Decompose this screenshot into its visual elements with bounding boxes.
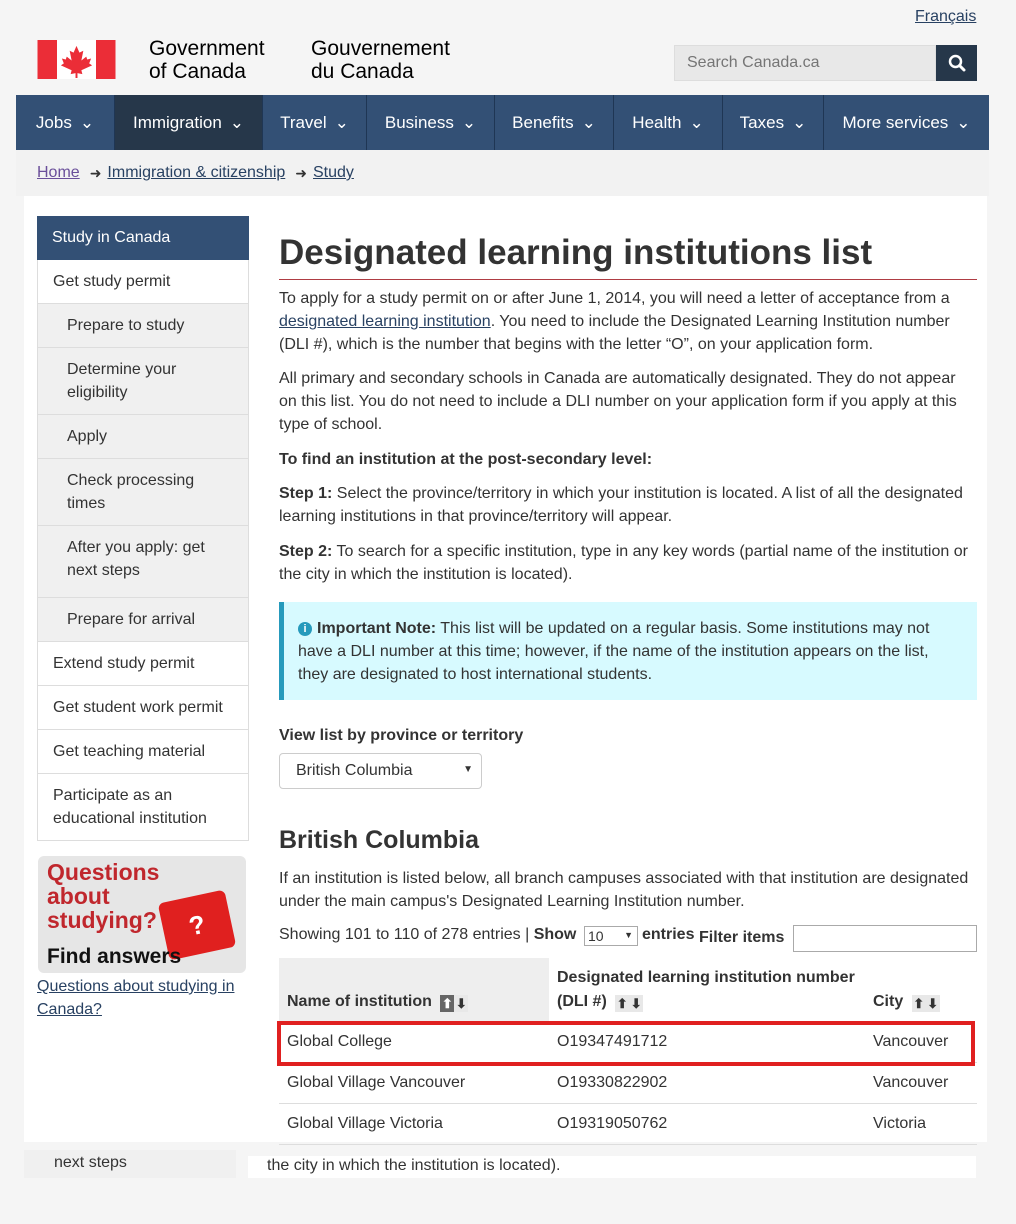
page-title: Designated learning institutions list	[279, 233, 977, 280]
sort-control[interactable]	[615, 995, 643, 1012]
menu-label: Immigration	[132, 112, 222, 132]
province-select-value: British Columbia	[296, 762, 413, 779]
breadcrumb-immigration[interactable]: Immigration & citizenship	[107, 164, 286, 181]
institution-name: Global College	[279, 1022, 549, 1063]
dli-number: O19330822902	[549, 1063, 865, 1104]
section-menu-subitem[interactable]: Determine your eligibility	[37, 348, 249, 415]
section-menu-item[interactable]: Get study permit	[37, 260, 249, 304]
signature-line: Gouvernement	[311, 37, 450, 60]
table-row	[279, 1104, 977, 1145]
menu-travel[interactable]	[263, 95, 367, 150]
chevron-down-icon: ⌄	[334, 112, 349, 132]
section-menu-item[interactable]: Get teaching material	[37, 730, 249, 774]
table-info: Showing 101 to 110 of 278 entries | Show	[279, 926, 577, 943]
menu-taxes[interactable]	[723, 95, 824, 150]
arrow-right-icon: ➜	[295, 164, 307, 181]
search-field-wrapper	[674, 45, 936, 81]
menu-label: Health	[632, 112, 682, 132]
sort-up-icon: ⬆	[913, 996, 925, 1011]
menu-label: Travel	[280, 112, 327, 132]
column-header-label: City	[873, 993, 904, 1010]
column-header-name[interactable]	[279, 958, 549, 1022]
banner-line: studying?	[47, 907, 157, 933]
column-header-label: Designated learning institution number (DLI #)	[557, 969, 855, 1010]
step-label: Step 1:	[279, 485, 333, 502]
section-menu-subitem[interactable]: Prepare for arrival	[37, 598, 249, 642]
language-toggle-link[interactable]: Français	[915, 8, 977, 25]
schools-paragraph: All primary and secondary schools in Canada are automatically designated. They do not appear on this list. You do not need to include a DLI number on your application form if you apply at this type of school.	[279, 370, 957, 433]
breadcrumb	[16, 150, 989, 196]
questions-link[interactable]: Questions about studying in Canada?	[37, 978, 235, 1018]
breadcrumb-home[interactable]: Home	[37, 164, 80, 181]
sort-up-icon: ⬆	[441, 996, 453, 1011]
chevron-down-icon: ⌄	[461, 112, 477, 132]
sort-down-icon: ⬇	[630, 996, 642, 1011]
entries-label: entries	[642, 926, 695, 943]
signature-line: Government	[149, 37, 265, 60]
institution-city: Vancouver	[865, 1063, 977, 1104]
section-paragraph: If an institution is listed below, all branch campuses associated with that institution are designated under the main campus's Designated Learning Institution number.	[279, 870, 969, 910]
menu-business[interactable]	[367, 95, 495, 150]
banner-line: about	[47, 883, 110, 909]
step-text: To search for a specific institution, type in any key words (partial name of the institution or the city in which the institution is located).	[279, 543, 968, 583]
filter-input[interactable]	[793, 925, 977, 952]
section-menu-item[interactable]: Get student work permit	[37, 686, 249, 730]
important-note	[279, 602, 977, 700]
step1-paragraph	[279, 482, 977, 528]
banner-line: Questions	[47, 859, 160, 885]
table-header-row	[279, 958, 977, 1022]
section-menu-subitem[interactable]: Apply	[37, 415, 249, 459]
table-row	[279, 1063, 977, 1104]
entries-select[interactable]	[584, 926, 638, 946]
institution-city: Victoria	[865, 1104, 977, 1145]
institution-name: Global Village Victoria	[279, 1104, 549, 1145]
step-label: Step 2:	[279, 543, 333, 560]
step2-paragraph	[279, 540, 977, 586]
section-title: British Columbia	[279, 826, 480, 854]
step-text: Select the province/territory in which your institution is located. A list of all the designated learning institutions in that province/territory will appear.	[279, 485, 963, 525]
institution-city: Vancouver	[865, 1022, 977, 1063]
dli-link[interactable]: designated learning institution	[279, 313, 491, 330]
menu-benefits[interactable]	[495, 95, 614, 150]
dropdown-arrow-icon: ▼	[624, 930, 633, 940]
menu-health[interactable]	[614, 95, 723, 150]
canada-flag-icon	[37, 40, 116, 79]
section-menu-item[interactable]: Participate as an educational institution	[37, 774, 249, 841]
chevron-down-icon: ⌄	[79, 112, 95, 132]
show-label: Show	[533, 926, 577, 943]
dli-number: O19319050762	[549, 1104, 865, 1145]
sort-down-icon: ⬇	[455, 996, 467, 1011]
chevron-down-icon: ⌄	[689, 112, 704, 132]
institution-name: Global Village Vancouver	[279, 1063, 549, 1104]
banner-cta: Find answers	[47, 945, 182, 968]
breadcrumb-study[interactable]: Study	[313, 164, 354, 181]
section-menu-subitem[interactable]: Prepare to study	[37, 304, 249, 348]
search-icon	[948, 54, 966, 72]
menu-immigration[interactable]	[115, 95, 263, 150]
menu-label: Taxes	[739, 112, 785, 132]
main-menu	[16, 95, 989, 150]
signature-line: of Canada	[149, 60, 246, 83]
banner-headline	[47, 860, 159, 932]
info-icon: i	[298, 622, 312, 636]
menu-label: Benefits	[512, 112, 574, 132]
section-menu-subitem[interactable]: Check processing times	[37, 459, 249, 526]
column-header-label: Name of institution	[287, 993, 432, 1010]
signature-line: du Canada	[311, 60, 414, 83]
menu-label: Business	[384, 112, 454, 132]
showing-entries: Showing 101 to 110 of 278 entries	[279, 926, 521, 943]
chevron-down-icon: ⌄	[581, 112, 596, 132]
chevron-down-icon: ⌄	[956, 112, 971, 132]
section-menu	[37, 216, 249, 841]
intro-paragraph	[279, 287, 977, 356]
chevron-down-icon: ⌄	[229, 112, 245, 132]
signature-french	[311, 37, 450, 83]
section-menu-subitem[interactable]: After you apply: get next steps	[37, 526, 249, 598]
search-button[interactable]	[936, 45, 977, 81]
intro-text: To apply for a study permit on or after June 1, 2014, you will need a letter of acceptance from a	[279, 290, 950, 307]
menu-jobs[interactable]	[16, 95, 115, 150]
dropdown-arrow-icon: ▼	[463, 764, 473, 775]
province-select-label: View list by province or territory	[279, 727, 524, 744]
dli-number: O19347491712	[549, 1022, 865, 1063]
find-heading: To find an institution at the post-secondary level:	[279, 451, 653, 468]
sort-control[interactable]	[440, 995, 468, 1012]
column-header-city[interactable]	[865, 958, 977, 1022]
arrow-right-icon: ➜	[89, 164, 102, 181]
filter-label: Filter items	[699, 929, 785, 946]
note-text: This list will be updated on a regular basis. Some institutions may not have a DLI number at this time; however, if the name of the institution appears on the list, they are designated to host international students.	[298, 620, 930, 683]
menu-more-services[interactable]	[824, 95, 989, 150]
ghost-text-right: the city in which the institution is located).	[267, 1157, 561, 1174]
column-header-dli[interactable]	[549, 958, 865, 1022]
ghost-text-left: next steps	[54, 1154, 127, 1171]
questions-banner[interactable]	[38, 856, 246, 973]
intro-text: . You need to include the Designated Learning Institution number (DLI #), which is the number that begins with the letter “O”, on your application form.	[279, 313, 950, 353]
sort-control[interactable]	[912, 995, 940, 1012]
entries-value: 10	[588, 928, 604, 944]
signature-english	[149, 37, 265, 83]
menu-label: More services	[842, 112, 949, 132]
section-menu-heading[interactable]: Study in Canada	[37, 216, 249, 260]
sort-down-icon: ⬇	[927, 996, 939, 1011]
search-input[interactable]	[675, 46, 935, 80]
chevron-down-icon: ⌄	[792, 112, 807, 132]
province-select[interactable]	[279, 753, 482, 789]
note-label: Important Note:	[317, 620, 437, 637]
section-menu-item[interactable]: Extend study permit	[37, 642, 249, 686]
menu-label: Jobs	[35, 112, 72, 132]
row-highlight-box	[277, 1021, 975, 1066]
question-key-icon: ?	[158, 890, 237, 961]
sort-up-icon: ⬆	[616, 996, 628, 1011]
